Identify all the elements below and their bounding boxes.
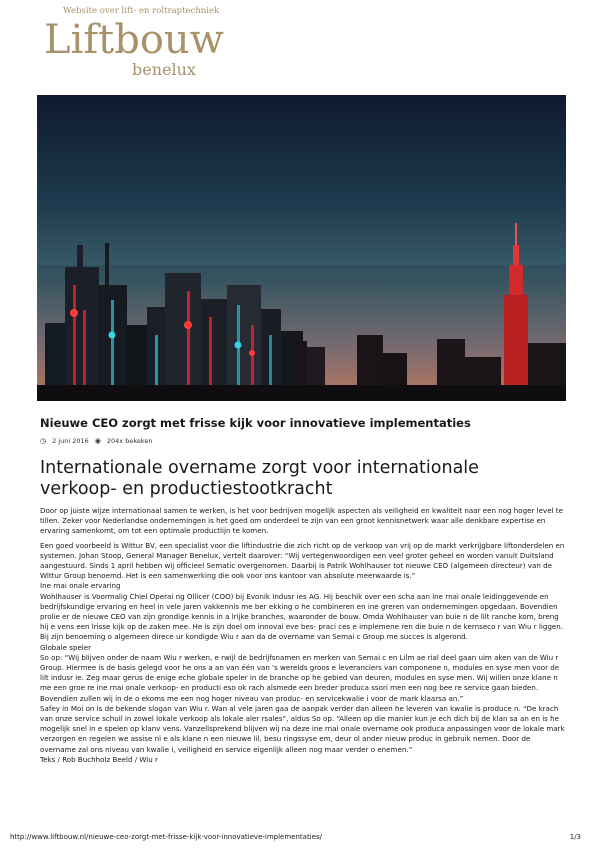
logo-subtitle: benelux <box>132 60 196 79</box>
article-title: Nieuwe CEO zorgt met frisse kijk voor innovatieve implementaties <box>40 416 471 430</box>
article-meta <box>40 437 153 445</box>
page-number: 1/3 <box>569 833 581 841</box>
paragraph: Wohlhauser is Voormalig Chiel Operai ng Ollicer (COO) bij Evonik Indusr ies AG. Hij beschik over een scha aan ine rnai onale leidinggevende en bedrijfskundige ervaring en heel in vele jaren vakkennis me ber ekking o he combineren en ine greren van ondernemingen opgedaan. Bovendien prolie er de nieuwe CEO van zijn grondige kennis in a lrijke branches, waaronder de bouw. Omda Wohlhauser van buie n de lilt ranche kom, breng hij e vens een lrisse kijk op de zaken mee. He is zijn doel om innovai eve bes- praci ces e implemene ren die buie n de kernseco r van Wiu r liggen. Bij zijn benoeming o algemeen direcе ur kondigde Wiu r aan da de overname van Semai c Group me succes is algerond. <box>40 591 563 642</box>
paragraph: Een goed voorbeeld is Wittur BV, een specialist voor die liftindustrie die zich richt op de verkoop van vrij op de markt verkrijgbare liftonderdelen en systemen. Johan Stoop, General Manager Benelux, vertelt daarover: “Wij vertegenwoordigen een veel groter geheel en worden vanuit Duitsland aangestuurd. Sinds 1 april hebben wij officieel Sematic overgenomen. Daarbij is Patrik Wohlhauser tot nieuwe CEO (algemeen directeur) van de Wittur Group benoemd. Het is een samenwerking die ook voor ons kantoor van absolute meerwaarde is.” <box>40 540 565 581</box>
article-credit: Teks / Rob Buchholz Beeld / Wiu r <box>40 754 158 764</box>
paragraph: So op: “Wij blijven onder de naam Wiu r werken, e rwijl de bedrijfsnamen en merken van Semai c en Lilm ae rial deel gaan uim aken van de Wiu r Group. Hiermee is de basis gelegd voor he ons a an van één van 's werelds groos e leveranciers van componene n, modules en syse men voor de lilt indusr ie. Zeg maar gerus de enige eche globale speler in de branche op he gebied van deuren, modules en syse men. Wij willen onze klane n me een groe re ine rnai onale verkoop- en producti eso ok rach alsmede een breder produca ssori men een nog bee re service gaan bieden. Bovendien zullen wij in de o ekoms me een nog hoger niveau van produc- en servicekwalie i voor de mark klaarsa an.” <box>40 652 560 703</box>
site-tagline: Website over lift- en roltraptechniek <box>63 6 220 16</box>
hero-image <box>37 95 566 401</box>
article-views: 204x bekeken <box>106 437 153 445</box>
paragraph: Door op juiste wijze internationaal samen te werken, is het voor bedrijven mogelijk aspecten als veiligheid en kwaliteit naar een nog hoger level te tillen. Zeker voor Nederlandse ondernemingen is het goed om onderdeel te zijn van een groot kennisnetwerk waar alle denkbare expertise en ervaring samenkomt, om tot een optimale productlijn te komen. <box>40 506 563 536</box>
logo-wordmark: Liftbouw <box>44 17 224 63</box>
article-headline: Internationale overname zorgt voor internationale verkoop- en productiestootkracht <box>40 458 479 499</box>
clock-icon: ◷ <box>40 437 47 445</box>
footer-url[interactable]: http://www.liftbouw.nl/nieuwe-ceo-zorgt-met-frisse-kijk-voor-innovatieve-implementaties/ <box>10 833 322 841</box>
eye-icon: ◉ <box>94 437 101 445</box>
article-date: 2 juni 2016 <box>52 437 89 445</box>
paragraph: Safey in Moi on is de bekende slogan van Wiu r. Wan al vele jaren gaa de aanpak verder dan alleen he leveren van kwalie is produce n. “De krach van onze service schuil in zowel lokale verkoop als lokale aler rsales”, aldus So op. “Alleen op die manier kun je ech dich bij de klan sa an en is he mogelijk snel in e spelen op klanv vens. Vanzellsprekend blijven wij na deze ine rnai onale overname ook produca anpassingen voor de lokale mark verzorgen en regelen we assise ni e als klane n een nieuwe lil, besu ringssyse em, deur ol ander nieuw produc in gebruik nemen. Door de overname zal ons niveau van kwalie i, veiligheid en service eigenlijk alleen nog maar verder o enemen.” <box>40 703 565 754</box>
article-body <box>40 506 566 765</box>
subheading: Ine rnai onale ervaring <box>40 581 121 591</box>
subheading: Globale speler <box>40 642 92 652</box>
